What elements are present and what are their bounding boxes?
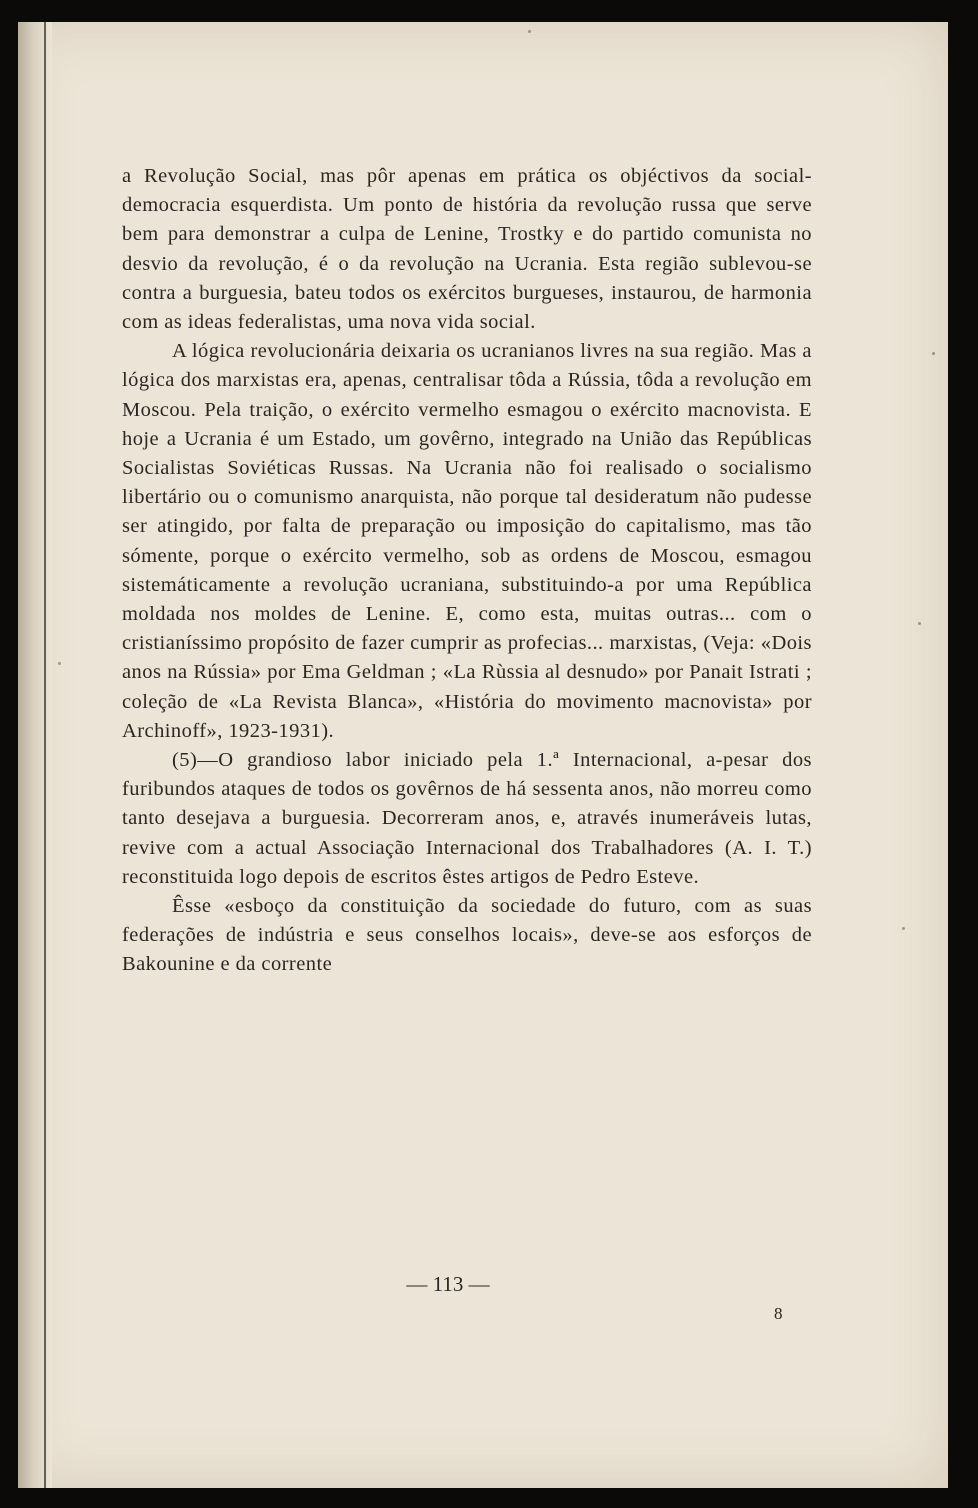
page-number: — 113 — [406, 1272, 490, 1296]
body-text [122, 162, 812, 980]
paragraph-3: (5)—O grandioso labor iniciado pela 1.ª Internacional, a-pesar dos furibundos ataques de todos os govêrnos de há sessenta anos, não morreu como tanto desejava a burguesia. Decorreram anos, e, através inumeráveis lutas, revive com a actual Associação Internacional dos Trabalhadores (A. I. T.) reconstituida logo depois de escritos êstes artigos de Pedro Esteve. [122, 749, 812, 888]
paragraph-1: a Revolução Social, mas pôr apenas em prática os objéctivos da social-democracia esquerdista. Um ponto de história da revolução russa que serve bem para demonstrar a culpa de Lenine, Trostky e do partido comunista no desvio da revolução, é o da revolução na Ucrania. Esta região sublevou-se contra a burguesia, bateu todos os exércitos burgueses, instaurou, de harmonia com as ideas federalistas, uma nova vida social. [122, 165, 812, 334]
paragraph-4: Êsse «esboço da constituição da sociedade do futuro, com as suas federações de indústria e seus conselhos locais», deve-se aos esforços de Bakounine e da corrente [122, 895, 812, 976]
binding-line [44, 22, 46, 1488]
binding-edge [18, 22, 52, 1488]
paper-speck [58, 662, 61, 665]
paragraph-2: A lógica revolucionária deixaria os ucranianos livres na sua região. Mas a lógica dos marxistas era, apenas, centralisar tôda a Rússia, tôda a revolução em Moscou. Pela traição, o exército vermelho esmagou o exército macnovista. E hoje a Ucrania é um Estado, um govêrno, integrado na União das Repúblicas Socialistas Soviéticas Russas. Na Ucrania não foi realisado o socialismo libertário ou o comunismo anarquista, não porque tal desideratum não pudesse ser atingido, por falta de preparação ou imposição do capitalismo, mas tão sómente, porque o exército vermelho, sob as ordens de Moscou, esmagou sistemáticamente a revolução ucraniana, substituindo-a por uma República moldada nos moldes de Lenine. E, como esta, muitas outras... com o cristianíssimo propósito de fazer cumprir as profecias... marxistas, (Veja: «Dois anos na Rússia» por Ema Geldman ; «La Rùssia al desnudo» por Panait Istrati ; coleção de «La Revista Blanca», «História do movimento macnovista» por Archinoff», 1923-1931). [122, 340, 812, 742]
paper-speck [902, 927, 905, 930]
paper-speck [918, 622, 921, 625]
signature-mark: 8 [774, 1304, 783, 1323]
paper-speck [932, 352, 935, 355]
book-page [18, 22, 948, 1488]
paper-speck [528, 30, 531, 33]
